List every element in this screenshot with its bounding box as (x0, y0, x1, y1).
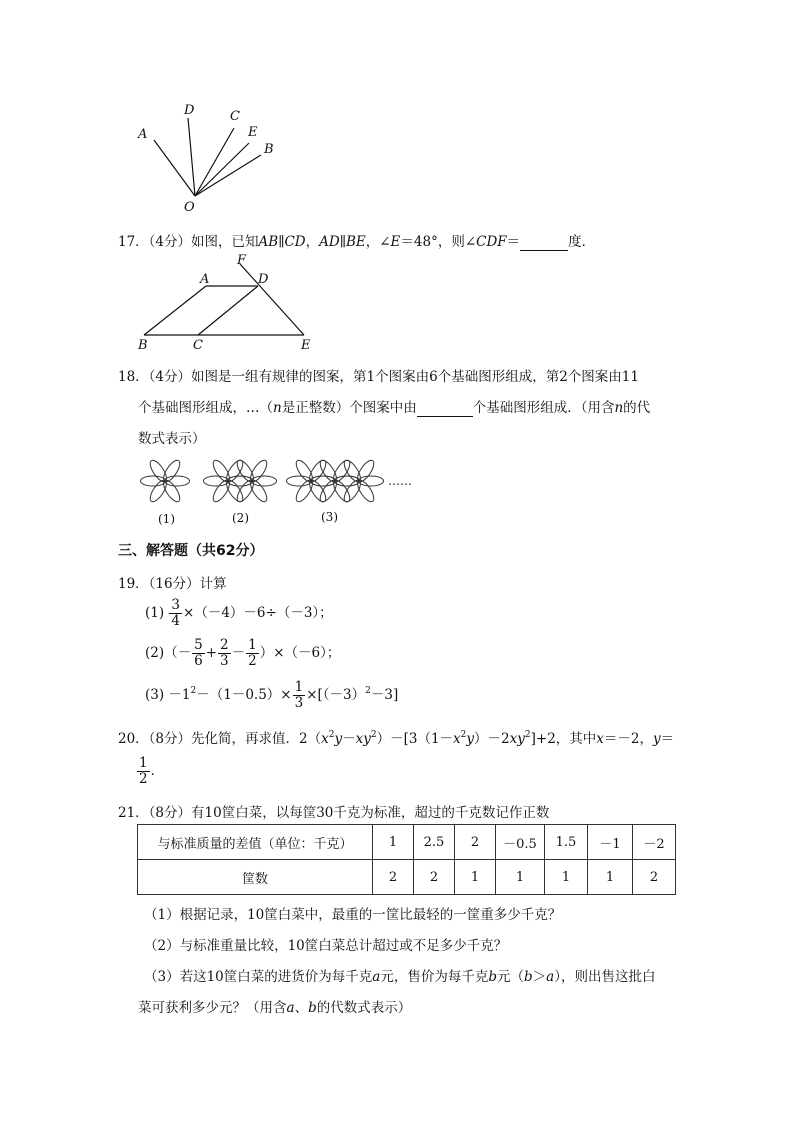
q20-line2: $\frac{1}{2}$ ． (139, 755, 165, 787)
q21-sub2: （2）与标准重量比较，10筐白菜总计超过或不足多少千克？ (144, 938, 508, 954)
table-cell: －0.5 (496, 825, 545, 860)
section-title: 三、解答题（共62分） (118, 543, 264, 559)
ray-oe (195, 143, 249, 196)
q19-part2: (2)（－ $\frac{5}{6}$ + $\frac{2}{3}$ － $\frac{1}{2}$ ）×（－6）； (145, 637, 341, 669)
table-cell: 2 (455, 825, 496, 860)
table-cell: 1 (588, 860, 633, 895)
q18-pattern-figure (135, 455, 425, 530)
table-cell: 1.5 (545, 825, 588, 860)
label-b: B (138, 338, 148, 352)
q19-part1: (1) $\frac{3}{4}$ ×（－4）－6÷（－3）； (145, 597, 333, 629)
q17-text: 17．（4分）如图，已知AB∥CD，AD∥BE，∠E＝48°，则∠CDF＝ 度． (118, 234, 596, 250)
pattern-label-2: (2) (232, 511, 249, 525)
table-cell: 2 (373, 860, 414, 895)
answer-blank[interactable] (417, 400, 473, 417)
q21-sub1: （1）根据记录，10筐白菜中，最重的一筐比最轻的一筐重多少千克？ (144, 907, 562, 923)
q19-title: 19．（16分）计算 (118, 576, 227, 592)
table-cell: 1 (545, 860, 588, 895)
table-row (138, 860, 676, 895)
label-c: C (230, 109, 240, 124)
q16-figure (130, 98, 290, 216)
q18-line3: 数式表示） (138, 431, 206, 447)
segment-fde (240, 264, 304, 335)
table-cell: 2 (414, 860, 455, 895)
q21-data-table (137, 824, 676, 895)
q17-figure (132, 252, 322, 352)
table-cell: 1 (455, 860, 496, 895)
answer-blank[interactable] (520, 234, 568, 251)
table-cell: 2.5 (414, 825, 455, 860)
table-cell: －1 (588, 825, 633, 860)
segment-ab (144, 286, 206, 335)
fraction: $\frac{5}{6}$ (194, 637, 203, 669)
q20-line1: 20．（8分）先化简，再求值．$2(x^2y-xy^2)-[3(1-x^2y)-2xy^2]+2$，其中x＝－2，y＝ (118, 730, 675, 747)
table-row (138, 825, 676, 860)
pattern-label-3: (3) (321, 510, 338, 524)
pattern-label-1: (1) (158, 512, 175, 526)
ray-ob (195, 155, 261, 196)
label-a: A (138, 127, 148, 142)
fraction: $\frac{1}{3}$ (294, 679, 304, 711)
table-cell: －2 (633, 825, 676, 860)
table-cell: 1 (496, 860, 545, 895)
q18-line2: 个基础图形组成，…（n是正整数）个图案中由 个基础图形组成．（用含n的代 (138, 400, 651, 416)
row-header: 与标准质量的差值（单位：千克） (138, 825, 373, 860)
q21-title: 21．（8分）有10筐白菜，以每筐30千克为标准，超过的千克数记作正数 (118, 805, 550, 821)
ray-oc (195, 128, 234, 196)
label-b: B (264, 142, 274, 157)
label-c: C (193, 338, 203, 352)
ellipsis: …… (388, 474, 412, 488)
fraction: $\frac{3}{4}$ (171, 597, 181, 629)
ray-od (188, 118, 195, 196)
q21-sub3-line2: 菜可获利多少元？（用含a、b的代数式表示） (138, 1000, 412, 1016)
table-cell: 2 (633, 860, 676, 895)
label-o: O (184, 200, 195, 215)
label-d: D (184, 103, 195, 118)
label-e: E (248, 125, 258, 140)
ray-oa (154, 140, 195, 196)
label-a: A (200, 272, 210, 287)
label-e: E (301, 338, 311, 352)
fraction: $\frac{1}{2}$ (248, 637, 257, 669)
q18-line1: 18．（4分）如图是一组有规律的图案，第1个图案由6个基础图形组成，第2个图案由11 (118, 369, 639, 385)
q21-sub3-line1: （3）若这10筐白菜的进货价为每千克a元，售价为每千克b元（b＞a），则出售这批白 (144, 969, 656, 985)
segment-cd (198, 286, 258, 335)
row-header: 筐数 (138, 860, 373, 895)
fraction: $\frac{1}{2}$ (139, 755, 148, 787)
fraction: $\frac{2}{3}$ (220, 637, 229, 669)
label-f: F (237, 253, 247, 268)
q19-part3: $(3) -1^2-(1-0.5)\times$ $\frac{1}{3}$ $\times[(-3)^2-3]$ (145, 679, 399, 711)
label-d: D (258, 272, 269, 287)
table-cell: 1 (373, 825, 414, 860)
